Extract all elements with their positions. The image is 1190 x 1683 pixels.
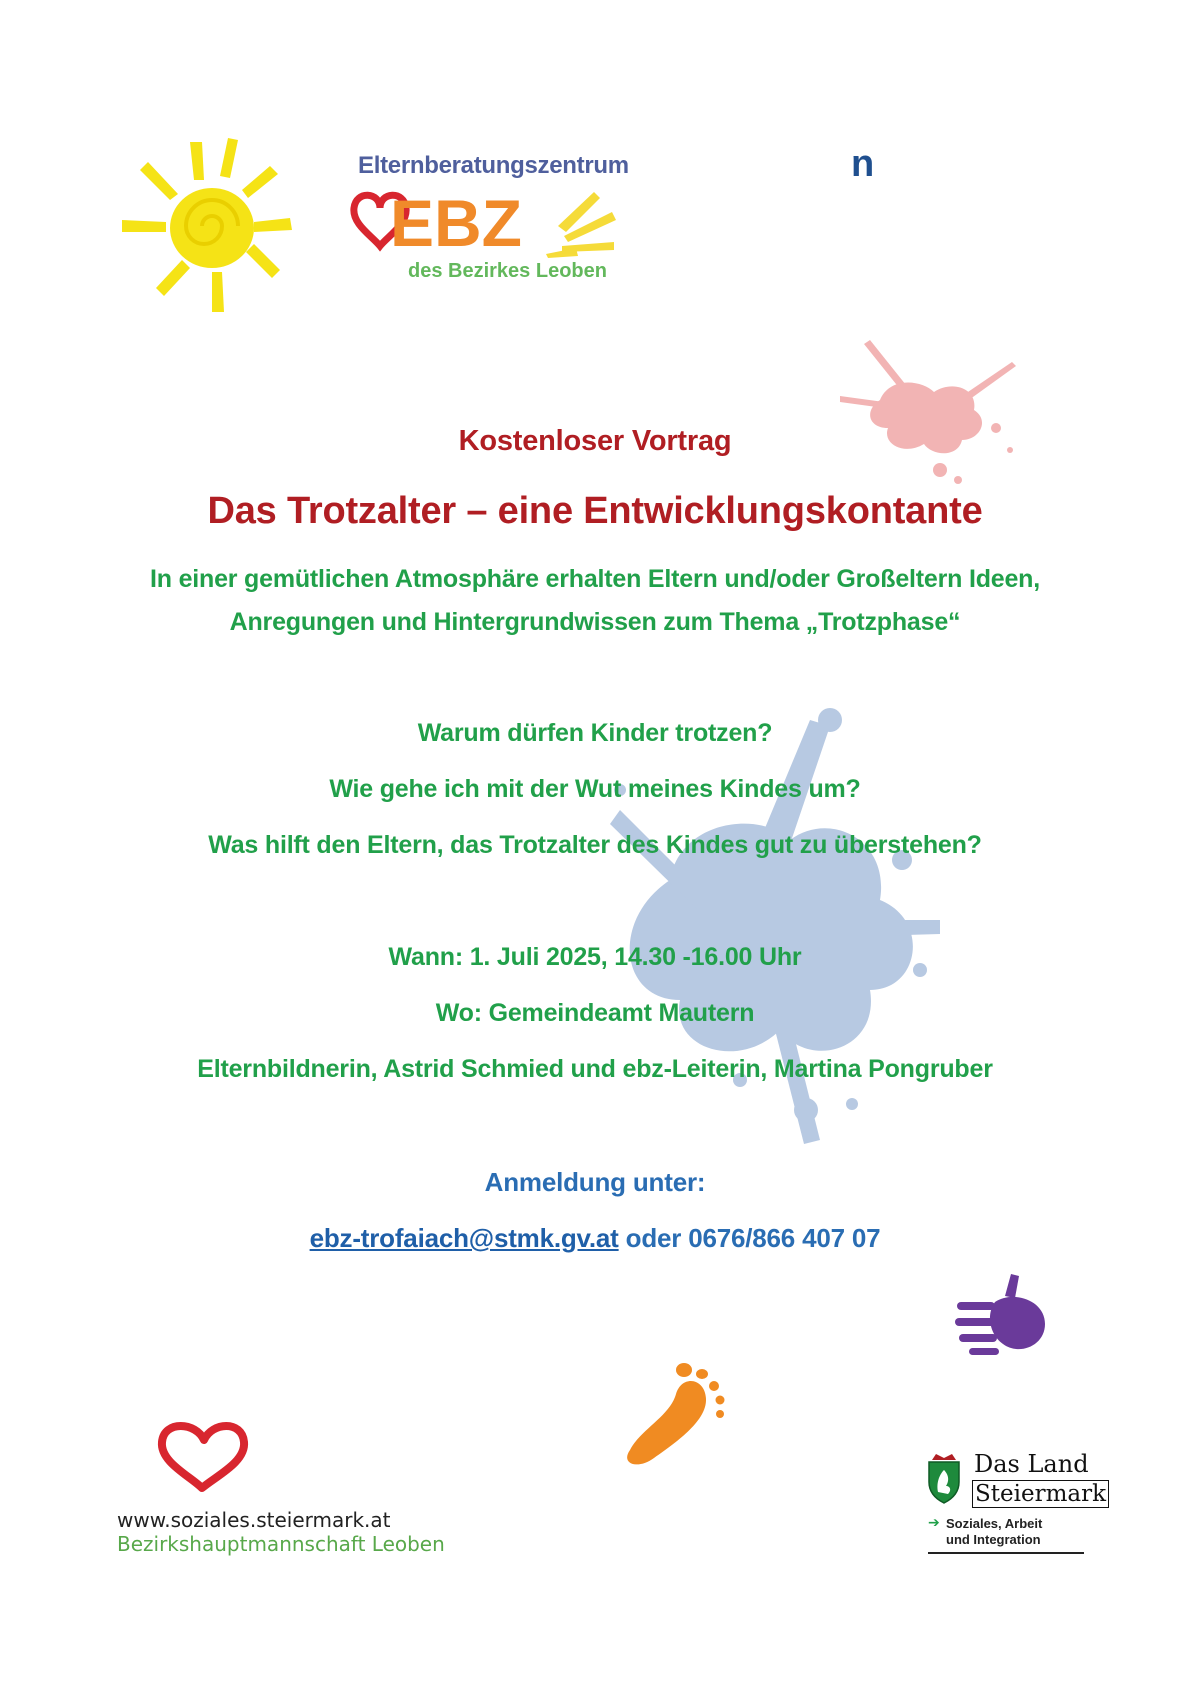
department-line: Soziales, Arbeit bbox=[946, 1516, 1043, 1531]
intro-line: In einer gemütlichen Atmosphäre erhalten Eltern und/oder Großeltern Ideen, bbox=[150, 565, 1040, 593]
handprint-icon bbox=[955, 1272, 1055, 1362]
ebz-logo bbox=[350, 148, 650, 298]
land-steiermark-logo bbox=[926, 1448, 1107, 1558]
event-speakers: Elternbildnerin, Astrid Schmied und ebz-Leiterin, Martina Pongruber bbox=[197, 1055, 993, 1083]
logo-subtitle: des Bezirkes Leoben bbox=[408, 260, 607, 282]
email-link[interactable]: ebz-trofaiach@stmk.gv.at bbox=[309, 1223, 619, 1253]
land-line2: Steiermark bbox=[972, 1480, 1109, 1508]
crest-icon bbox=[926, 1452, 962, 1504]
page-title: Das Trotzalter – eine Entwicklungskontante bbox=[207, 490, 983, 532]
logo-fragment: n bbox=[851, 143, 875, 185]
land-line1: Das Land bbox=[974, 1450, 1089, 1478]
registration-label: Anmeldung unter: bbox=[484, 1167, 706, 1197]
paint-splash-icon bbox=[560, 700, 950, 1160]
land-wordmark bbox=[968, 1448, 1107, 1512]
heart-icon bbox=[156, 1418, 252, 1494]
ebz-mark-text: EBZ bbox=[390, 186, 522, 258]
sun-icon bbox=[120, 136, 310, 316]
divider bbox=[928, 1552, 1084, 1554]
department-line: und Integration bbox=[946, 1532, 1041, 1547]
logo-top-text: Elternberatungszentrum bbox=[358, 152, 629, 179]
ebz-mark bbox=[350, 184, 650, 258]
phone-text: oder 0676/866 407 07 bbox=[618, 1223, 881, 1253]
footprint-icon bbox=[610, 1360, 730, 1470]
arrow-right-icon: ➔ bbox=[928, 1514, 940, 1530]
intro-line: Anregungen und Hintergrundwissen zum Thema „Trotzphase“ bbox=[229, 608, 961, 636]
event-date: Wann: 1. Juli 2025, 14.30 -16.00 Uhr bbox=[388, 943, 802, 971]
event-location: Wo: Gemeindeamt Mautern bbox=[435, 999, 755, 1027]
footer-org: Bezirkshauptmannschaft Leoben bbox=[117, 1532, 445, 1556]
paint-splash-icon bbox=[840, 340, 1020, 490]
question-item: Wie gehe ich mit der Wut meines Kindes um? bbox=[329, 775, 861, 803]
footer-url: www.soziales.steiermark.at bbox=[117, 1508, 391, 1532]
contact-line bbox=[0, 1223, 1190, 1254]
question-item: Was hilft den Eltern, das Trotzalter des Kindes gut zu überstehen? bbox=[208, 831, 982, 859]
question-item: Warum dürfen Kinder trotzen? bbox=[417, 719, 773, 747]
event-kicker: Kostenloser Vortrag bbox=[458, 425, 732, 457]
